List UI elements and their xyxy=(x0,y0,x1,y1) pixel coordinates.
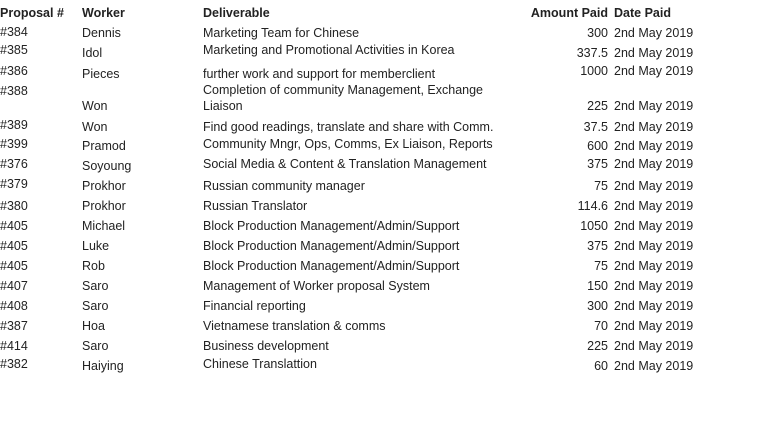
date-cell: 2nd May 2019 xyxy=(614,46,694,60)
deliverable-cell: Vietnamese translation & comms xyxy=(203,319,386,333)
table-row xyxy=(0,199,779,219)
amount-cell: 600 xyxy=(587,139,608,153)
date-cell: 2nd May 2019 xyxy=(614,319,694,333)
worker-cell: Saro xyxy=(82,279,109,293)
worker-cell: Won xyxy=(82,99,108,113)
worker-cell: Hoa xyxy=(82,319,105,333)
date-cell: 2nd May 2019 xyxy=(614,64,694,78)
worker-cell: Saro xyxy=(82,339,109,353)
table-row xyxy=(0,157,779,177)
header-deliverable: Deliverable xyxy=(203,6,270,20)
proposal-cell: #382 xyxy=(0,357,28,371)
worker-cell: Haiying xyxy=(82,359,124,373)
proposal-cell: #385 xyxy=(0,43,28,57)
worker-cell: Pieces xyxy=(82,67,120,81)
table-row xyxy=(0,279,779,299)
header-date-paid: Date Paid xyxy=(614,6,671,20)
table-row xyxy=(0,64,779,84)
date-cell: 2nd May 2019 xyxy=(614,299,694,313)
proposal-cell: #399 xyxy=(0,137,28,151)
deliverable-cell-continued: Liaison xyxy=(203,99,243,113)
amount-cell: 150 xyxy=(587,279,608,293)
table-row xyxy=(0,299,779,319)
deliverable-cell: Russian Translator xyxy=(203,199,308,213)
amount-cell: 1000 xyxy=(580,64,608,78)
amount-cell: 60 xyxy=(594,359,608,373)
table-row xyxy=(0,177,779,197)
worker-cell: Michael xyxy=(82,219,126,233)
worker-cell: Soyoung xyxy=(82,159,132,173)
worker-cell: Idol xyxy=(82,46,103,60)
date-cell: 2nd May 2019 xyxy=(614,239,694,253)
date-cell: 2nd May 2019 xyxy=(614,219,694,233)
worker-cell: Won xyxy=(82,120,108,134)
deliverable-cell: Social Media & Content & Translation Management xyxy=(203,157,487,171)
header-amount-paid: Amount Paid xyxy=(530,6,608,20)
deliverable-cell: further work and support for memberclient xyxy=(203,67,436,81)
amount-cell: 75 xyxy=(594,259,608,273)
date-cell: 2nd May 2019 xyxy=(614,279,694,293)
table-row xyxy=(0,219,779,239)
amount-cell: 337.5 xyxy=(576,46,608,60)
date-cell: 2nd May 2019 xyxy=(614,157,694,171)
deliverable-cell: Management of Worker proposal System xyxy=(203,279,430,293)
amount-cell: 114.6 xyxy=(577,199,608,213)
table-row xyxy=(0,239,779,259)
worker-cell: Rob xyxy=(82,259,105,273)
deliverable-cell: Community Mngr, Ops, Comms, Ex Liaison, Reports xyxy=(203,137,493,151)
date-cell: 2nd May 2019 xyxy=(614,139,694,153)
proposal-cell: #405 xyxy=(0,239,28,253)
worker-cell: Saro xyxy=(82,299,109,313)
worker-cell: Prokhor xyxy=(82,179,126,193)
amount-cell: 375 xyxy=(587,239,608,253)
deliverable-cell: Block Production Management/Admin/Support xyxy=(203,219,460,233)
date-cell: 2nd May 2019 xyxy=(614,259,694,273)
table-row xyxy=(0,84,779,120)
deliverable-cell: Chinese Translattion xyxy=(203,357,317,371)
date-cell: 2nd May 2019 xyxy=(614,26,694,40)
proposal-cell: #379 xyxy=(0,177,28,191)
deliverable-cell: Completion of community Management, Exchange xyxy=(203,83,484,97)
date-cell: 2nd May 2019 xyxy=(614,199,694,213)
amount-cell: 37.5 xyxy=(583,120,608,134)
table-row xyxy=(0,319,779,339)
proposal-cell: #380 xyxy=(0,199,28,213)
table-row xyxy=(0,339,779,359)
table-header xyxy=(0,0,779,20)
proposal-cell: #407 xyxy=(0,279,28,293)
deliverable-cell: Financial reporting xyxy=(203,299,306,313)
proposal-cell: #389 xyxy=(0,118,28,132)
date-cell: 2nd May 2019 xyxy=(614,99,694,113)
table-row xyxy=(0,137,779,157)
deliverable-cell: Marketing Team for Chinese xyxy=(203,26,360,40)
amount-cell: 225 xyxy=(587,99,608,113)
table-row xyxy=(0,118,779,138)
date-cell: 2nd May 2019 xyxy=(614,179,694,193)
proposal-cell: #376 xyxy=(0,157,28,171)
amount-cell: 225 xyxy=(587,339,608,353)
proposal-cell: #405 xyxy=(0,219,28,233)
worker-cell: Dennis xyxy=(82,26,121,40)
date-cell: 2nd May 2019 xyxy=(614,339,694,353)
worker-cell: Luke xyxy=(82,239,110,253)
header-worker: Worker xyxy=(82,6,125,20)
deliverable-cell: Marketing and Promotional Activities in Korea xyxy=(203,43,455,57)
worker-cell: Pramod xyxy=(82,139,126,153)
amount-cell: 75 xyxy=(594,179,608,193)
amount-cell: 375 xyxy=(587,157,608,171)
table-row xyxy=(0,43,779,63)
proposal-cell: #387 xyxy=(0,319,28,333)
amount-cell: 300 xyxy=(587,26,608,40)
proposal-cell: #414 xyxy=(0,339,28,353)
amount-cell: 1050 xyxy=(580,219,608,233)
date-cell: 2nd May 2019 xyxy=(614,359,694,373)
proposal-cell: #388 xyxy=(0,84,28,98)
date-cell: 2nd May 2019 xyxy=(614,120,694,134)
table-row xyxy=(0,259,779,279)
proposal-cell: #408 xyxy=(0,299,28,313)
deliverable-cell: Find good readings, translate and share with Comm. xyxy=(203,120,494,134)
proposal-cell: #405 xyxy=(0,259,28,273)
worker-cell: Prokhor xyxy=(82,199,126,213)
amount-cell: 300 xyxy=(587,299,608,313)
header-proposal: Proposal # xyxy=(0,6,64,20)
table-row xyxy=(0,357,779,377)
deliverable-cell: Block Production Management/Admin/Support xyxy=(203,259,460,273)
deliverable-cell: Business development xyxy=(203,339,329,353)
proposal-cell: #386 xyxy=(0,64,28,78)
amount-cell: 70 xyxy=(594,319,608,333)
proposal-cell: #384 xyxy=(0,25,28,39)
deliverable-cell: Russian community manager xyxy=(203,179,365,193)
deliverable-cell: Block Production Management/Admin/Support xyxy=(203,239,460,253)
